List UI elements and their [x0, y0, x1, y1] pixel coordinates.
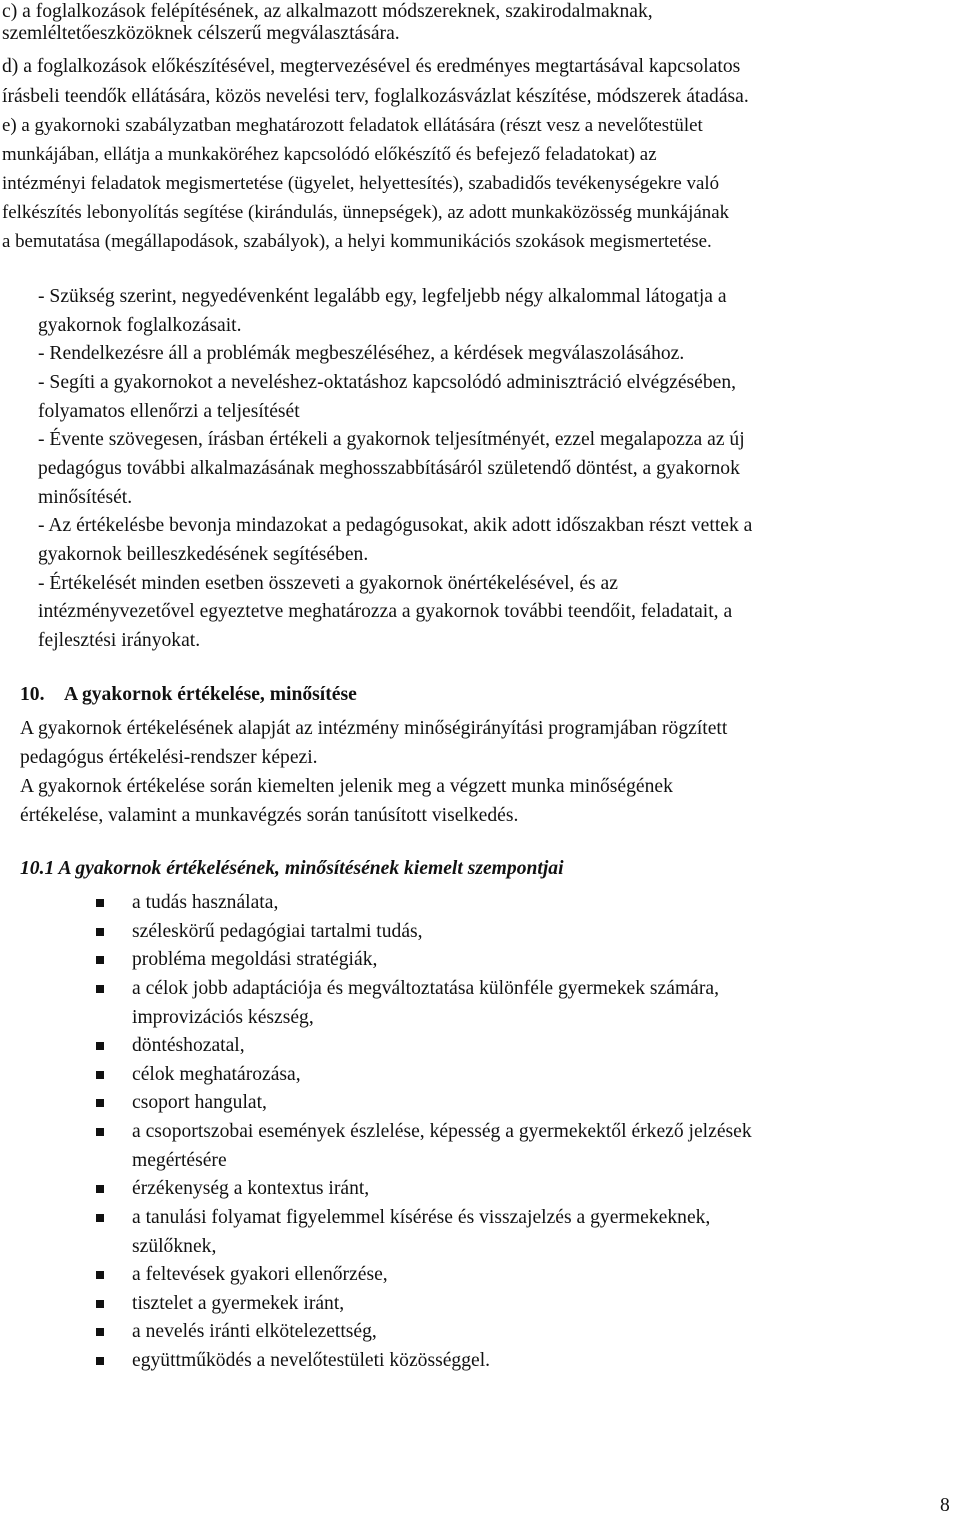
list-item: döntéshozatal,	[132, 1035, 245, 1056]
list-item: a feltevések gyakori ellenőrzése,	[132, 1264, 388, 1285]
square-bullet-icon	[96, 1300, 104, 1308]
list-item: csoport hangulat,	[132, 1092, 267, 1113]
list-item: érzékenység a kontextus iránt,	[132, 1178, 370, 1199]
list-item: tisztelet a gyermekek iránt,	[132, 1293, 345, 1314]
square-bullet-icon	[96, 1128, 104, 1136]
list-item: a csoportszobai események észlelése, képesség a gyermekektől érkező jelzések	[132, 1121, 752, 1142]
square-bullet-icon	[96, 899, 104, 907]
square-bullet-icon	[96, 1214, 104, 1222]
section-number: 10.	[20, 684, 45, 705]
square-bullet-icon	[96, 985, 104, 993]
square-bullet-icon	[96, 1357, 104, 1365]
list-item: folyamatos ellenőrzi a teljesítését	[38, 401, 300, 422]
list-item: intézményvezetővel egyeztetve meghatározza a gyakornok további teendőit, feladatait, a	[38, 601, 733, 622]
square-bullet-icon	[96, 1099, 104, 1107]
square-bullet-icon	[96, 1071, 104, 1079]
list-item: - Értékelését minden esetben összeveti a gyakornok önértékelésével, és az	[38, 573, 618, 594]
list-item: gyakornok beilleszkedésének segítésében.	[38, 544, 369, 565]
section-title: A gyakornok értékelése, minősítése	[64, 684, 357, 705]
list-item: a tanulási folyamat figyelemmel kísérése és visszajelzés a gyermekeknek,	[132, 1207, 711, 1228]
text-line: A gyakornok értékelése során kiemelten jelenik meg a végzett munka minőségének	[20, 776, 673, 797]
list-item-continuation: szülőknek,	[132, 1236, 217, 1257]
page-number: 8	[940, 1495, 950, 1516]
text-line: a bemutatása (megállapodások, szabályok), a helyi kommunikációs szokások megismertetése.	[2, 231, 712, 252]
list-item: gyakornok foglalkozásait.	[38, 315, 242, 336]
text-line: értékelése, valamint a munkavégzés során tanúsított viselkedés.	[20, 805, 519, 826]
list-item: fejlesztési irányokat.	[38, 630, 201, 651]
list-item: a célok jobb adaptációja és megváltoztatása különféle gyermekek számára,	[132, 978, 719, 999]
square-bullet-icon	[96, 956, 104, 964]
list-item: együttműködés a nevelőtestületi közösséggel.	[132, 1350, 491, 1371]
text-line: c) a foglalkozások felépítésének, az alkalmazott módszereknek, szakirodalmaknak,	[2, 1, 653, 22]
list-item-continuation: megértésére	[132, 1150, 227, 1171]
list-item: - Segíti a gyakornokot a neveléshez-oktatáshoz kapcsolódó adminisztráció elvégzésében,	[38, 372, 737, 393]
square-bullet-icon	[96, 1185, 104, 1193]
list-item: probléma megoldási stratégiák,	[132, 949, 378, 970]
square-bullet-icon	[96, 928, 104, 936]
list-item: - Évente szövegesen, írásban értékeli a gyakornok teljesítményét, ezzel megalapozza az új	[38, 429, 745, 450]
section-10-1-title: 10.1 A gyakornok értékelésének, minősítésének kiemelt szempontjai	[20, 858, 564, 879]
text-line: e) a gyakornoki szabályzatban meghatározott feladatok ellátására (részt vesz a nevelőtestület	[2, 115, 703, 136]
list-item: minősítését.	[38, 487, 133, 508]
list-item: - Rendelkezésre áll a problémák megbeszéléséhez, a kérdések megválaszolásához.	[38, 343, 685, 364]
list-item: széleskörű pedagógiai tartalmi tudás,	[132, 921, 423, 942]
text-line: pedagógus értékelési-rendszer képezi.	[20, 747, 318, 768]
list-item: pedagógus további alkalmazásának meghosszabbításáról születendő döntést, a gyakornok	[38, 458, 740, 479]
square-bullet-icon	[96, 1328, 104, 1336]
text-line: felkészítés lebonyolítás segítése (kirándulás, ünnepségek), az adott munkaközösség munkájának	[2, 202, 730, 223]
list-item: a tudás használata,	[132, 892, 279, 913]
square-bullet-icon	[96, 1042, 104, 1050]
list-item: - Szükség szerint, negyedévenként legalább egy, legfeljebb négy alkalommal látogatja a	[38, 286, 727, 307]
text-line: írásbeli teendők ellátására, közös nevelési terv, foglalkozásvázlat készítése, módszerek átadása.	[2, 86, 749, 107]
text-line: intézményi feladatok megismertetése (ügyelet, helyettesítés), szabadidős tevékenységekre való	[2, 173, 720, 194]
text-line: szemléltetőeszközöknek célszerű megválasztására.	[2, 23, 400, 44]
text-line: d) a foglalkozások előkészítésével, megtervezésével és eredményes megtartásával kapcsolatos	[2, 56, 741, 77]
square-bullet-icon	[96, 1271, 104, 1279]
list-item-continuation: improvizációs készség,	[132, 1007, 314, 1028]
text-line: A gyakornok értékelésének alapját az intézmény minőségirányítási programjában rögzített	[20, 718, 728, 739]
list-item: - Az értékelésbe bevonja mindazokat a pedagógusokat, akik adott időszakban részt vettek a	[38, 515, 753, 536]
text-line: munkájában, ellátja a munkaköréhez kapcsolódó előkészítő és befejező feladatokat) az	[2, 144, 657, 165]
list-item: célok meghatározása,	[132, 1064, 301, 1085]
list-item: a nevelés iránti elkötelezettség,	[132, 1321, 377, 1342]
